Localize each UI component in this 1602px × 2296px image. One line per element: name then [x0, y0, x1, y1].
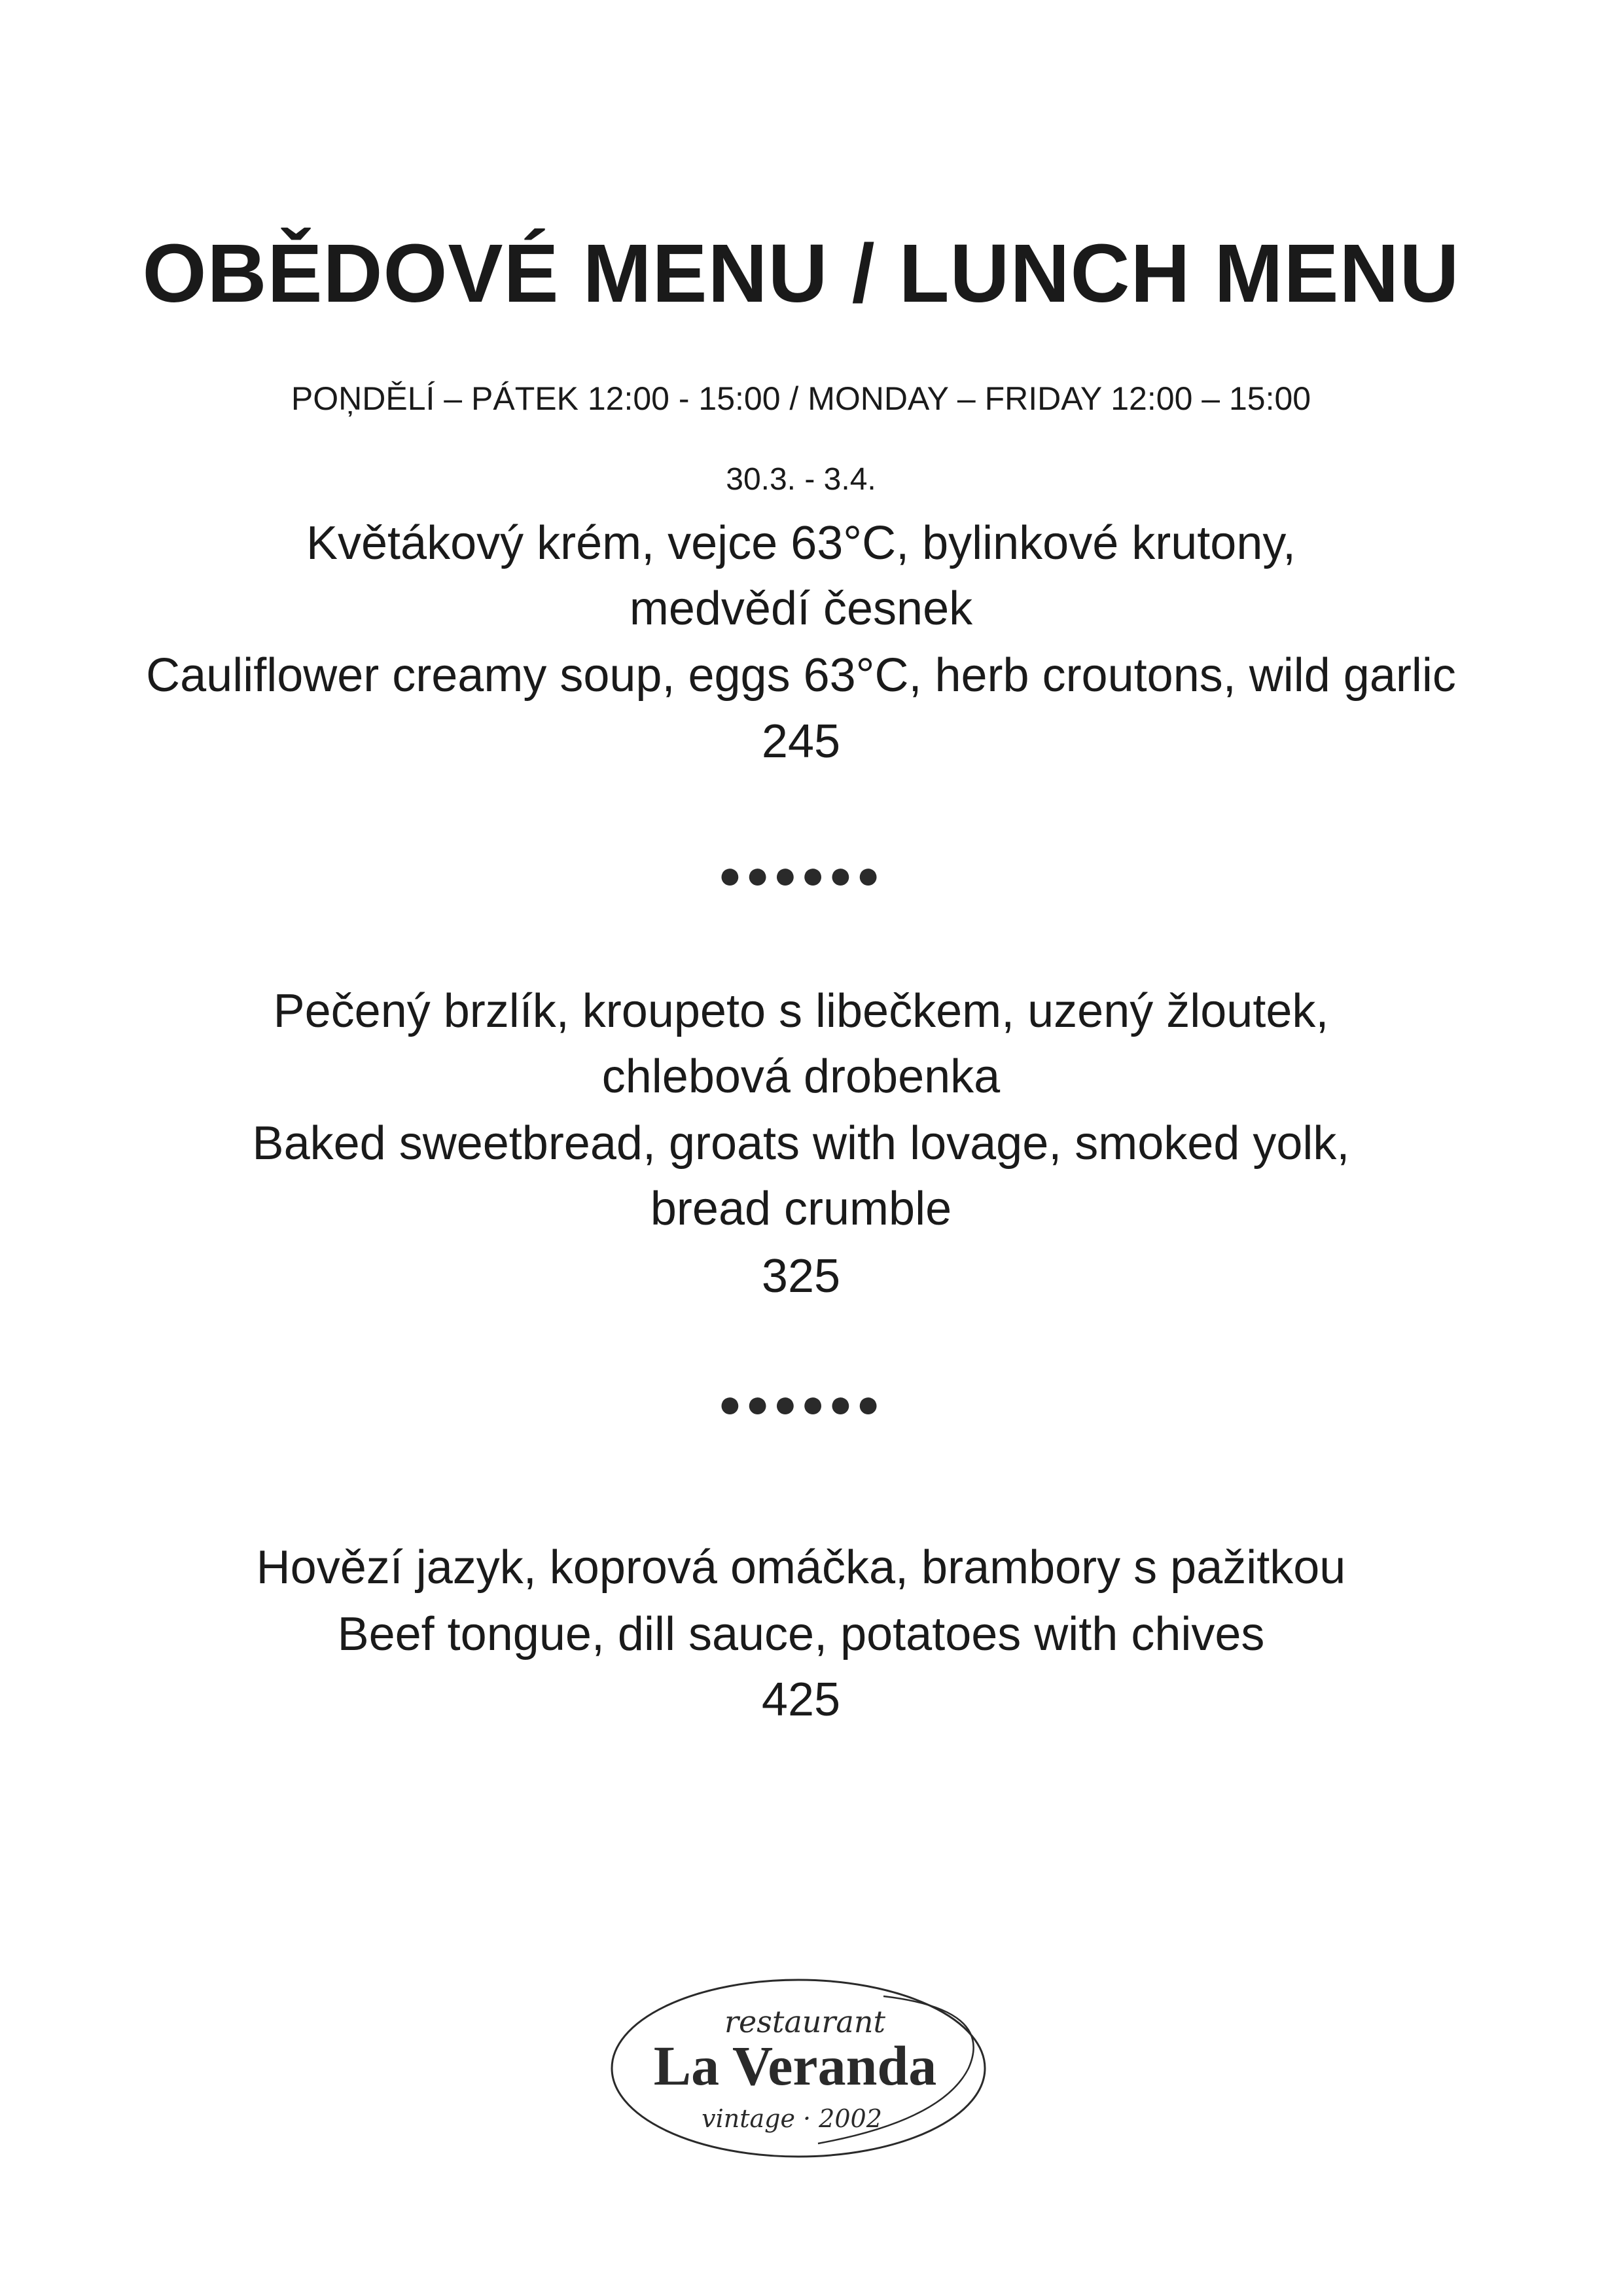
dish-1-line-3: Cauliflower creamy soup, eggs 63°C, herb croutons, wild garlic	[146, 649, 1456, 702]
logo-top-text: restaurant	[724, 2004, 885, 2039]
opening-hours: POŅDĚLÍ – PÁTEK 12:00 - 15:00 / MONDAY – FRIDAY 12:00 – 15:00	[291, 380, 1311, 417]
dish-2-line-3: Baked sweetbread, groats with lovage, smoked yolk,	[252, 1117, 1350, 1170]
dish-3-line-1: Hovězí jazyk, koprová omáčka, brambory s pažitkou	[256, 1541, 1346, 1594]
menu-dates: 30.3. - 3.4.	[726, 462, 876, 497]
logo-name: La Veranda	[653, 2034, 937, 2097]
dish-2-price: 325	[761, 1250, 841, 1302]
separator-1: ●●●●●●	[718, 853, 884, 897]
dish-3-price: 425	[761, 1674, 841, 1726]
dish-2-line-1: Pečený brzlík, kroupeto s libečkem, uzený žloutek,	[273, 985, 1329, 1037]
dish-1-line-2: medvědí česnek	[629, 583, 973, 635]
dish-2-line-2: chlebová drobenka	[601, 1050, 1001, 1103]
logo-bottom-text: vintage · 2002	[702, 2104, 882, 2133]
dish-3-line-2: Beef tongue, dill sauce, potatoes with chives	[337, 1608, 1265, 1660]
dish-2-line-4: bread crumble	[650, 1183, 952, 1235]
dish-1-price: 245	[761, 715, 841, 768]
page-title: OBĚDOVÉ MENU / LUNCH MENU	[142, 227, 1460, 319]
separator-2: ●●●●●●	[718, 1382, 884, 1426]
dish-1-line-1: Květákový krém, vejce 63°C, bylinkové krutony,	[306, 517, 1296, 569]
restaurant-logo	[602, 1970, 1001, 2166]
